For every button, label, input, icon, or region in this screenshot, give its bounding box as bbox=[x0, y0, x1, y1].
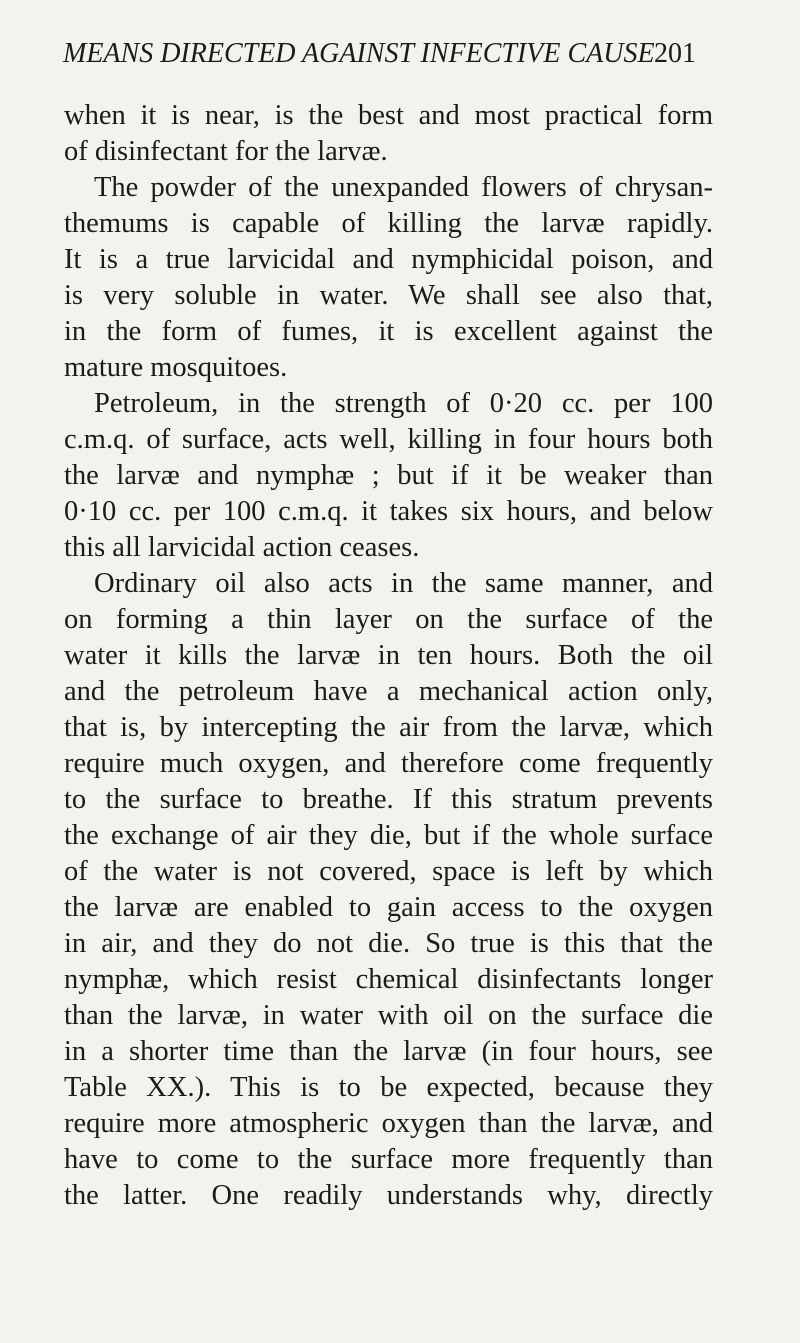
text-line: is very soluble in water. We shall see also that, bbox=[64, 280, 713, 311]
text-line: Petroleum, in the strength of 0·20 cc. per 100 bbox=[94, 388, 713, 419]
text-line: of the water is not covered, space is left by which bbox=[64, 856, 713, 887]
text-line: require more atmospheric oxygen than the larvæ, and bbox=[64, 1108, 713, 1139]
text-line: Ordinary oil also acts in the same manner, and bbox=[94, 568, 713, 599]
text-line: the larvæ and nymphæ ; but if it be weaker than bbox=[64, 460, 713, 491]
text-line: on forming a thin layer on the surface of the bbox=[64, 604, 713, 635]
text-line: in air, and they do not die. So true is this that the bbox=[64, 928, 713, 959]
text-line: in the form of fumes, it is excellent against the bbox=[64, 316, 713, 347]
text-line: have to come to the surface more frequently than bbox=[64, 1144, 713, 1175]
text-line: The powder of the unexpanded flowers of chrysan- bbox=[94, 172, 713, 203]
text-line: mature mosquitoes. bbox=[64, 352, 288, 383]
text-line: and the petroleum have a mechanical action only, bbox=[64, 676, 713, 707]
text-line: c.m.q. of surface, acts well, killing in four hours both bbox=[64, 424, 713, 455]
text-line: of disinfectant for the larvæ. bbox=[64, 136, 388, 167]
text-line: in a shorter time than the larvæ (in four hours, see bbox=[64, 1036, 713, 1067]
text-line: water it kills the larvæ in ten hours. Both the oil bbox=[64, 640, 713, 671]
text-line: when it is near, is the best and most practical form bbox=[64, 100, 713, 131]
text-line: that is, by intercepting the air from the larvæ, which bbox=[64, 712, 713, 743]
text-line: than the larvæ, in water with oil on the surface die bbox=[64, 1000, 713, 1031]
text-line: require much oxygen, and therefore come frequently bbox=[64, 748, 713, 779]
page-number: 201 bbox=[654, 38, 696, 69]
text-line: It is a true larvicidal and nymphicidal poison, and bbox=[64, 244, 713, 275]
text-line: themums is capable of killing the larvæ rapidly. bbox=[64, 208, 713, 239]
text-line: nymphæ, which resist chemical disinfectants longer bbox=[64, 964, 713, 995]
text-line: Table XX.). This is to be expected, because they bbox=[64, 1072, 713, 1103]
text-line: the latter. One readily understands why, directly bbox=[64, 1180, 713, 1211]
text-line: the exchange of air they die, but if the whole surface bbox=[64, 820, 713, 851]
text-line: this all larvicidal action ceases. bbox=[64, 532, 420, 563]
text-line: to the surface to breathe. If this stratum prevents bbox=[64, 784, 713, 815]
text-line: 0·10 cc. per 100 c.m.q. it takes six hours, and below bbox=[64, 496, 713, 527]
running-head-title: MEANS DIRECTED AGAINST INFECTIVE CAUSE bbox=[63, 38, 655, 69]
text-line: the larvæ are enabled to gain access to the oxygen bbox=[64, 892, 713, 923]
